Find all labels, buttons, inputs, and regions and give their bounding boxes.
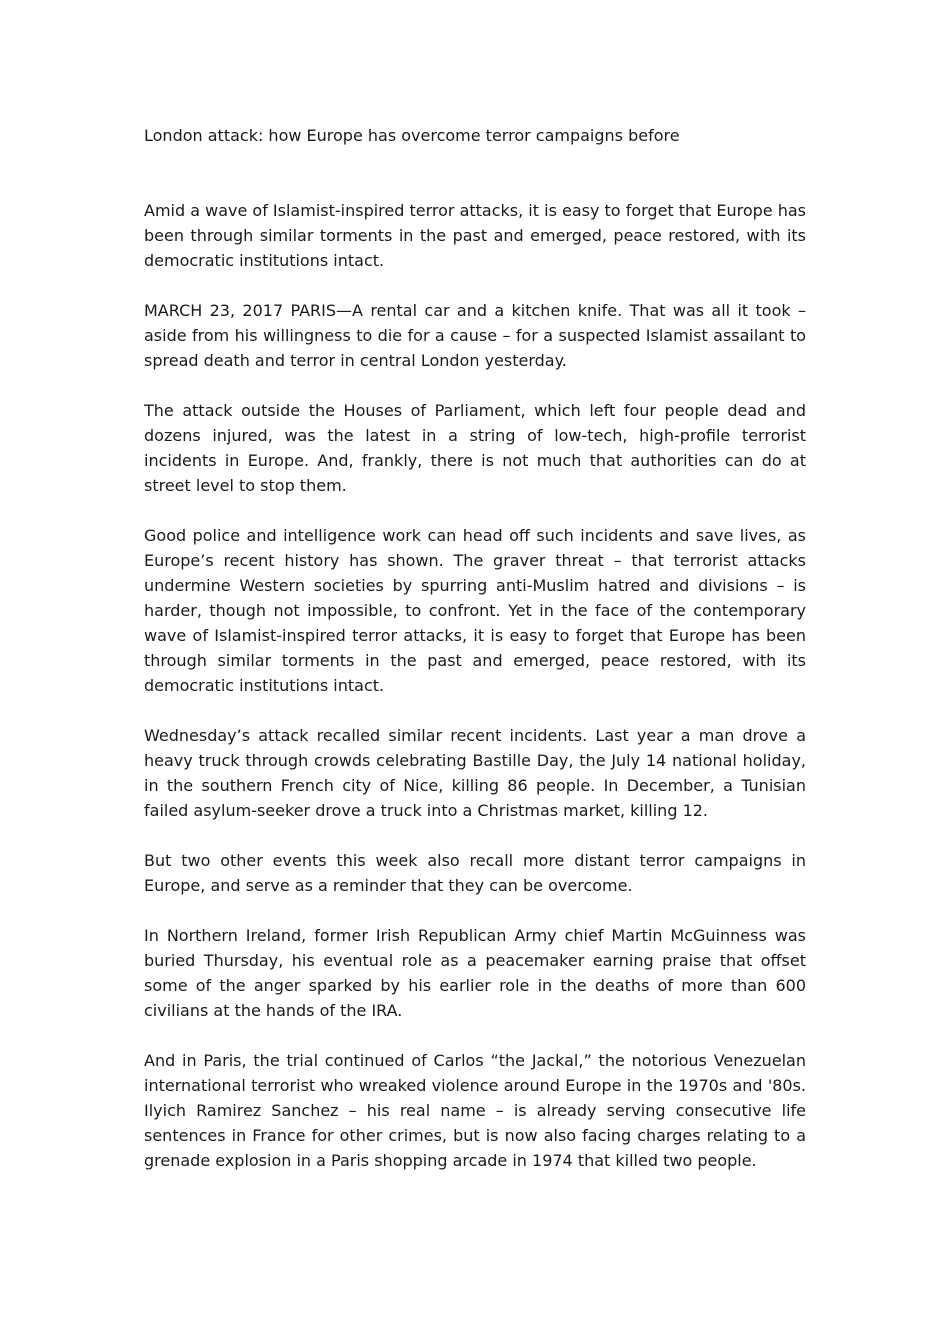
article-paragraph: Wednesday’s attack recalled similar recent incidents. Last year a man drove a heavy truck through crowds celebrating Bastille Day, the July 14 national holiday, in the southern French city of Nice, killing 86 people. In December, a Tunisian failed asylum-seeker drove a truck into a Christmas market, killing 12.	[144, 726, 806, 820]
article-body	[144, 198, 806, 1198]
article-paragraph: Good police and intelligence work can head off such incidents and save lives, as Europe’s recent history has shown. The graver threat – that terrorist attacks undermine Western societies by spurring anti-Muslim hatred and divisions – is harder, though not impossible, to confront. Yet in the face of the contemporary wave of Islamist-inspired terror attacks, it is easy to forget that Europe has been through similar torments in the past and emerged, peace restored, with its democratic institutions intact.	[144, 526, 806, 695]
article-paragraph-dateline: MARCH 23, 2017 PARIS—A rental car and a kitchen knife. That was all it took – aside from his willingness to die for a cause – for a suspected Islamist assailant to spread death and terror in central London yesterday.	[144, 301, 806, 370]
article-paragraph-lede: Amid a wave of Islamist-inspired terror attacks, it is easy to forget that Europe has been through similar torments in the past and emerged, peace restored, with its democratic institutions intact.	[144, 201, 806, 270]
article-paragraph: And in Paris, the trial continued of Carlos “the Jackal,” the notorious Venezuelan international terrorist who wreaked violence around Europe in the 1970s and '80s. Ilyich Ramirez Sanchez – his real name – is already serving consecutive life sentences in France for other crimes, but is now also facing charges relating to a grenade explosion in a Paris shopping arcade in 1974 that killed two people.	[144, 1051, 806, 1170]
article-paragraph: But two other events this week also recall more distant terror campaigns in Europe, and serve as a reminder that they can be overcome.	[144, 851, 806, 895]
article-paragraph: The attack outside the Houses of Parliament, which left four people dead and dozens injured, was the latest in a string of low-tech, high-profile terrorist incidents in Europe. And, frankly, there is not much that authorities can do at street level to stop them.	[144, 401, 806, 495]
article-paragraph: In Northern Ireland, former Irish Republican Army chief Martin McGuinness was buried Thursday, his eventual role as a peacemaker earning praise that offset some of the anger sparked by his earlier role in the deaths of more than 600 civilians at the hands of the IRA.	[144, 926, 806, 1020]
article-title: London attack: how Europe has overcome terror campaigns before	[144, 126, 680, 145]
